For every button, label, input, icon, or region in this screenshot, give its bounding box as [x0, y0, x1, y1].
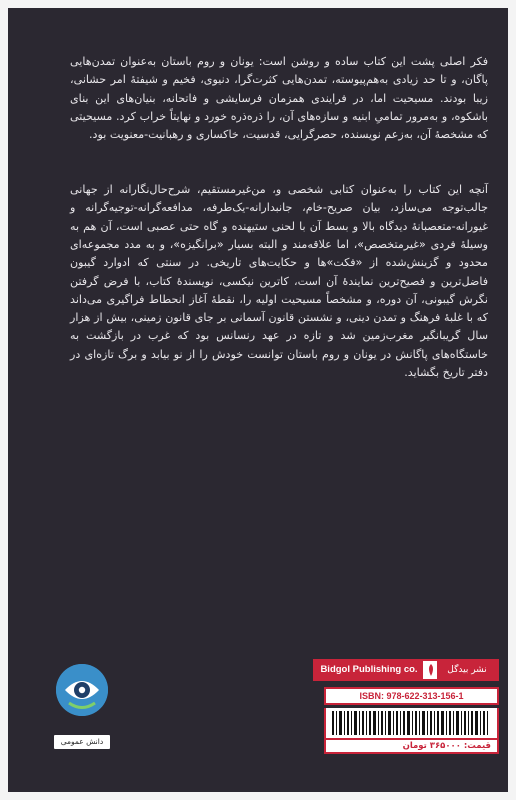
publisher-name-fa: نشر بیدگل [437, 661, 497, 679]
publisher-bar [313, 659, 499, 681]
blurb-paragraph-1: فکر اصلی پشت این کتاب ساده و روشن است: یونان و روم باستان به‌عنوان تمدن‌هایی پاگان، و تا حد زیادی به‌هم‌پیوسته، تمدن‌هایی کثرت‌گرا، دنیوی، فخیم و شیفتهٔ امر حشانی، زیبا بودند. مسیحیت اما، در فرایندی همزمان فرسایشی و فاتحانه، بنیان‌های این بنای باشکوه، و به‌مرور تمامیِ ابنیه و سازه‌های آن، را ذره‌ذره خورد و نهایتاً خراب کرد. مسیحیتی که مشخصهٔ آن، به‌زعم نویسنده، حصرگرایی، قدسیت، خاکساری و رهبانیت-معنویت بود. [70, 55, 488, 142]
eye-icon [56, 664, 108, 716]
barcode [324, 708, 499, 738]
barcode-bars [326, 708, 497, 738]
general-knowledge-logo [56, 664, 108, 716]
back-cover [8, 8, 508, 792]
price-label: قیمت: ۳۶۵۰۰۰ تومان [324, 738, 499, 754]
publisher-name-en: Bidgol Publishing co. [315, 661, 423, 679]
series-label: دانش عمومی [54, 735, 110, 749]
isbn-label: ISBN: 978-622-313-156-1 [324, 687, 499, 705]
publisher-mark-icon [425, 662, 437, 678]
blurb-paragraph-2: آنچه این کتاب را به‌عنوان کتابی شخصی و، من‌غیرمستقیم، شرح‌حال‌نگارانه از جهانی جالب‌توجه می‌سازد، بیان صریح-خام، جانبدارانه-یک‌طرفه، مدافعه‌گرانه-توجیه‌گرانه و غیورانه-متعصبانهٔ دیدگاه بالا و بسط آن با لحنی ستیهنده و گاه حتی عصبی است، آن هم به وسیلهٔ فردی «غیرمتخصص»، اما علاقه‌مند و البته بسیار «برانگیزه»، و به مدد مجموعه‌ای محدود و گزینش‌شده از «فکت»ها و حکایت‌های تاریخی. در سنتی که ادوارد گیبون فاضل‌ترین و فصیح‌ترین نمایندهٔ آن است، کاترین نیکسی، نویسندهٔ کتاب، با فرض گرفتن نگرش گیبونی، آن دوره، و مشخصاً مسیحیت اولیه را، نقطهٔ آغاز انحطاط فراگیری می‌داند که با غلبهٔ فرهنگ و تمدن دینی، و نشستن قانون آسمانی بر جای قانون زمینی، بیش از هزار سال گریبانگیر مغرب‌زمین شد و تازه در عهد رنسانس بود که غرب در بازگشت به خاستگاه‌های پاگانش در یونان و روم باستان توانست خودش را از نو بیابد و برگ تازه‌ای در دفتر تاریخ بگشاید. [70, 183, 488, 380]
